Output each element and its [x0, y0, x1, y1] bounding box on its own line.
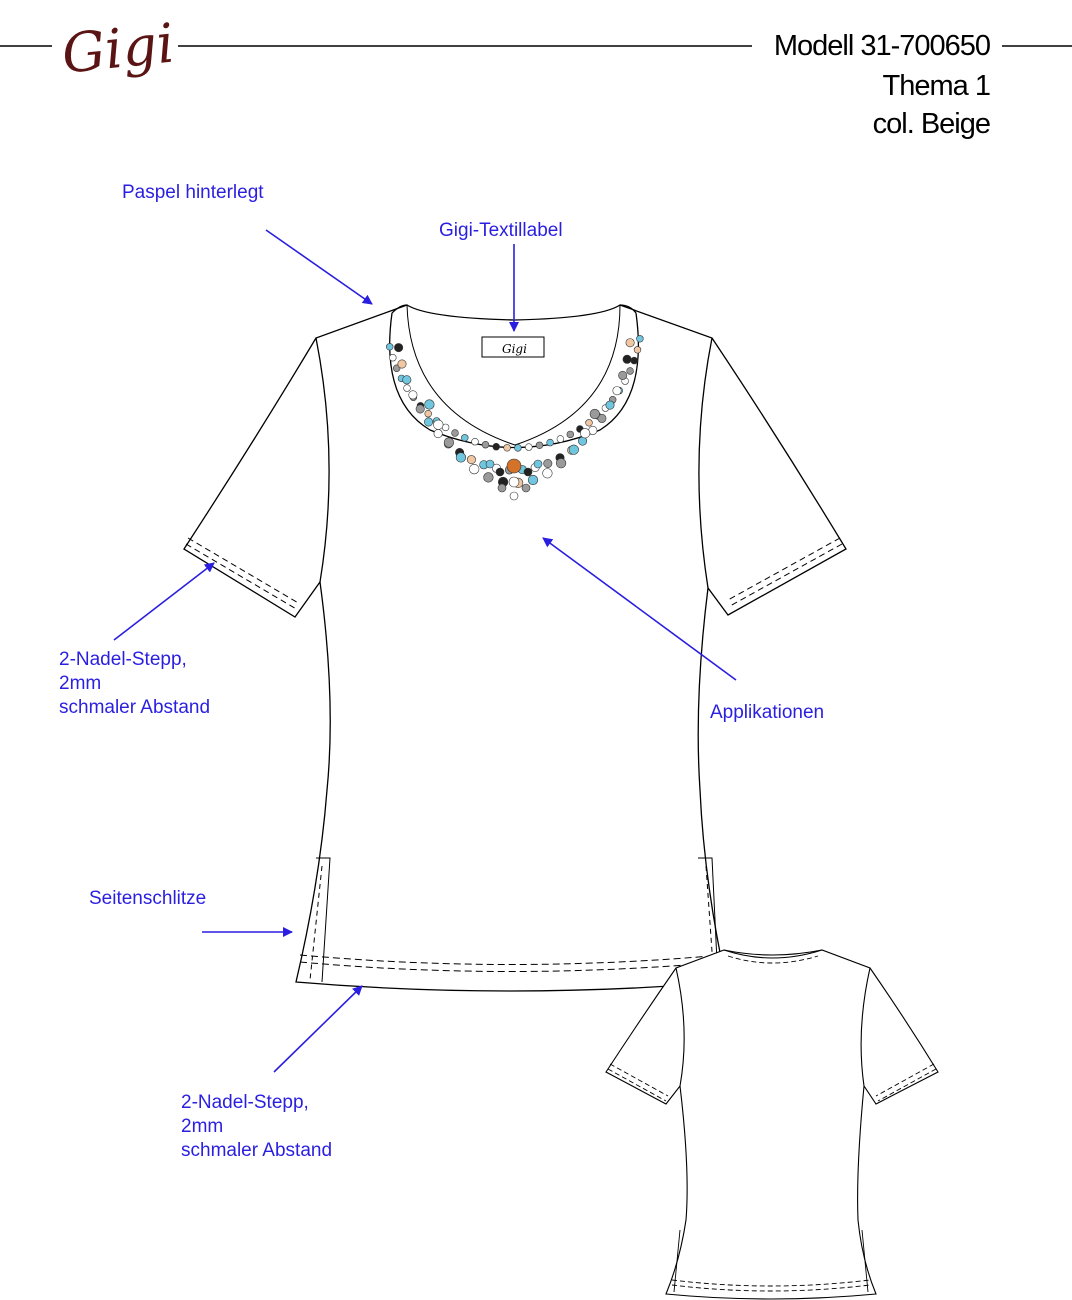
applique-stone	[389, 354, 396, 361]
applique-stone	[637, 335, 644, 342]
applique-stone	[528, 475, 538, 485]
callout-hem-stitch-line1: 2-Nadel-Stepp,	[181, 1092, 309, 1113]
applique-stone	[556, 458, 566, 468]
textile-label-logo: Gigi	[502, 342, 527, 356]
applique-stone	[467, 455, 475, 463]
callout-sleeve-stitch-line2: 2mm	[59, 673, 102, 694]
applique-stone	[613, 387, 621, 395]
applique-stone	[482, 441, 489, 448]
callout-textile-label: Gigi-Textillabel	[439, 220, 563, 241]
applique-stone	[409, 391, 417, 399]
applique-stone	[557, 436, 564, 443]
callout-sleeve-stitch-line3: schmaler Abstand	[59, 697, 211, 718]
applique-stone	[452, 430, 459, 437]
applique-stone	[434, 429, 442, 437]
front-garment	[184, 305, 846, 991]
applique-stone	[484, 473, 494, 483]
applique-stone	[416, 405, 424, 413]
callout-sleeve-stitch-line1: 2-Nadel-Stepp,	[59, 649, 187, 670]
applique-stone	[580, 428, 590, 438]
applique-stone	[456, 453, 466, 463]
applique-stone	[425, 400, 435, 410]
back-garment	[606, 950, 938, 1299]
arrow-piping	[266, 230, 372, 304]
applique-stone	[627, 368, 634, 375]
applique-stone	[569, 445, 579, 455]
arrow-hem-stitch	[274, 986, 362, 1072]
applique-stone	[619, 371, 627, 379]
callout-sleeve-stitch	[59, 648, 210, 720]
color-label: col. Beige	[872, 108, 990, 140]
applique-stone	[509, 477, 519, 487]
applique-stone	[394, 343, 402, 351]
callout-hem-stitch-line3: schmaler Abstand	[181, 1140, 333, 1161]
applique-stone	[510, 492, 518, 500]
callout-hem-stitch-line2: 2mm	[181, 1116, 224, 1137]
applique-stone	[493, 443, 500, 450]
applique-stone	[461, 434, 468, 441]
callout-side-slits: Seitenschlitze	[89, 888, 207, 909]
applique-stone	[403, 376, 411, 384]
applique-stone	[386, 343, 393, 350]
applique-stone	[623, 355, 631, 363]
applique-stone	[547, 439, 554, 446]
applique-stone	[444, 438, 454, 448]
applique-stone	[626, 339, 634, 347]
applique-stone	[496, 468, 504, 476]
applique-stone	[504, 444, 511, 451]
applique-stone	[590, 409, 600, 419]
applique-stone	[567, 431, 574, 438]
applique-stone	[398, 360, 406, 368]
applique-stone	[507, 459, 521, 473]
applique-stone	[434, 420, 444, 430]
applique-stone	[543, 469, 553, 479]
applique-stone	[536, 442, 543, 449]
applique-stone	[486, 460, 494, 468]
applique-stone	[515, 445, 522, 452]
applique-stone	[525, 444, 532, 451]
front-body-outline	[184, 305, 846, 991]
applique-stone	[472, 438, 479, 445]
model-number: Modell 31-700650	[766, 32, 998, 61]
applique-stone	[424, 418, 432, 426]
applique-stone	[586, 419, 593, 426]
applique-stone	[606, 401, 614, 409]
back-body-outline	[606, 950, 938, 1299]
callout-hem-stitch	[181, 1091, 332, 1163]
applique-stone	[404, 385, 411, 392]
applique-stone	[425, 410, 432, 417]
applique-stone	[524, 468, 532, 476]
applique-stone	[631, 357, 638, 364]
brand-logo: Gigi	[58, 11, 178, 86]
applique-stone	[634, 346, 641, 353]
callout-appliques: Applikationen	[710, 702, 825, 723]
applique-stone	[522, 484, 530, 492]
applique-stone	[544, 459, 552, 467]
applique-stone	[469, 464, 479, 474]
arrow-sleeve-stitch	[114, 563, 214, 640]
theme-label: Thema 1	[882, 70, 990, 102]
applique-stone	[498, 484, 506, 492]
callout-piping: Paspel hinterlegt	[122, 182, 264, 203]
applique-stone	[534, 460, 542, 468]
